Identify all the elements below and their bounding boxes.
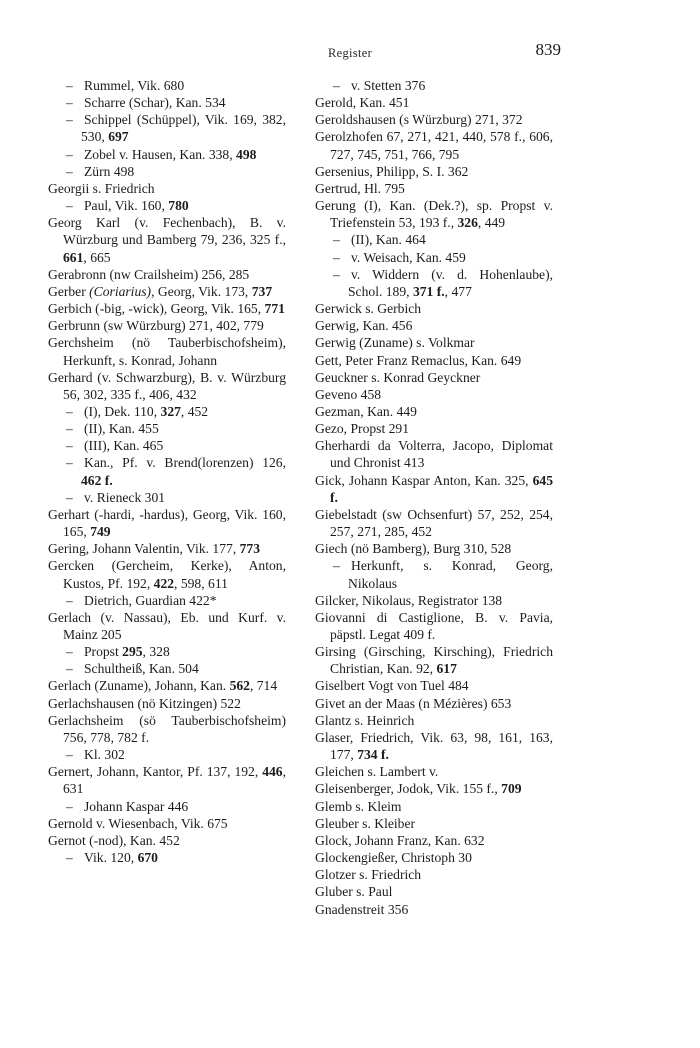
subentry-dash: – (66, 438, 73, 454)
index-entry (315, 111, 553, 128)
index-subentry (48, 111, 286, 145)
subentry-dash: – (66, 198, 73, 214)
index-subentry (315, 77, 553, 94)
entry-text: Gertrud, Hl. 795 (315, 180, 405, 196)
index-entry (315, 643, 553, 677)
subentry-dash: – (333, 558, 340, 574)
entry-text: Girsing (Girsching, Kirsching), Friedrich Christian, Kan. 92, 617 (315, 644, 553, 677)
index-entry (315, 369, 553, 386)
entry-text: Dietrich, Guardian 422* (84, 592, 217, 608)
entry-text: Gleuber s. Kleiber (315, 815, 416, 831)
entry-text: Gernot (-nod), Kan. 452 (48, 832, 180, 848)
entry-text: Gerbich (-big, -wick), Georg, Vik. 165, 771 (48, 301, 285, 317)
index-entry (315, 352, 553, 369)
entry-text: Herkunft, s. Konrad, Georg, Nikolaus (348, 558, 553, 591)
index-subentry (48, 746, 286, 763)
subentry-dash: – (66, 78, 73, 93)
index-entry (315, 197, 553, 231)
entry-text: Gezo, Propst 291 (315, 421, 410, 437)
subentry-dash: – (66, 798, 73, 814)
index-subentry (48, 592, 286, 609)
subentry-dash: – (333, 249, 340, 265)
entry-text: Gleisenberger, Jodok, Vik. 155 f., 709 (315, 781, 522, 797)
entry-text: Gerolzhofen 67, 271, 421, 440, 578 f., 606, 727, 745, 751, 766, 795 (315, 129, 553, 162)
entry-text: Gerlach (Zuname), Johann, Kan. 562, 714 (48, 678, 278, 694)
entry-text: Gering, Johann Valentin, Vik. 177, 773 (48, 541, 261, 557)
index-entry (48, 815, 286, 832)
index-entry (48, 266, 286, 283)
index-entry (315, 420, 553, 437)
entry-text: Propst 295, 328 (84, 644, 170, 660)
index-entry (48, 832, 286, 849)
entry-text: Glockengießer, Christoph 30 (315, 850, 472, 866)
subentry-dash: – (66, 163, 73, 179)
entry-text: Gick, Johann Kaspar Anton, Kan. 325, 645 f. (315, 472, 553, 505)
index-entry (48, 369, 286, 403)
entry-text: Giech (nö Bamberg), Burg 310, 528 (315, 541, 512, 557)
entry-text: Kl. 302 (84, 747, 125, 763)
index-entry (315, 763, 553, 780)
index-entry (315, 163, 553, 180)
subentry-dash: – (66, 403, 73, 419)
entry-text: Johann Kaspar 446 (84, 798, 189, 814)
entry-text: Paul, Vik. 160, 780 (84, 198, 189, 214)
index-entry (315, 334, 553, 351)
index-entry (48, 180, 286, 197)
index-subentry (48, 643, 286, 660)
entry-text: Gleichen s. Lambert v. (315, 764, 439, 780)
entry-text: Gerhard (v. Schwarzburg), B. v. Würzburg 56, 302, 335 f., 406, 432 (48, 369, 286, 402)
index-column-left (48, 77, 286, 866)
index-entry (48, 214, 286, 265)
entry-text: (II), Kan. 455 (84, 421, 159, 437)
index-subentry (315, 231, 553, 248)
index-entry (315, 300, 553, 317)
index-entry (315, 609, 553, 643)
index-entry (315, 386, 553, 403)
index-subentry (48, 454, 286, 488)
index-entry (48, 334, 286, 368)
entry-text: Gerlachshausen (nö Kitzingen) 522 (48, 695, 241, 711)
subentry-dash: – (66, 592, 73, 608)
entry-text: Gett, Peter Franz Remaclus, Kan. 649 (315, 352, 522, 368)
entry-text: Gerlach (v. Nassau), Eb. und Kurf. v. Mainz 205 (48, 609, 286, 642)
entry-text: Giebelstadt (sw Ochsenfurt) 57, 252, 254, 257, 271, 285, 452 (315, 506, 553, 540)
index-entry (48, 677, 286, 694)
entry-text: v. Stetten 376 (351, 78, 426, 93)
index-entry (315, 472, 553, 506)
index-entry (315, 849, 553, 866)
entry-text: Gerwick s. Gerbich (315, 301, 422, 317)
entry-text: Gerabronn (nw Crailsheim) 256, 285 (48, 266, 250, 282)
subentry-dash: – (66, 850, 73, 866)
index-entry (315, 677, 553, 694)
index-entry (48, 300, 286, 317)
entry-text: Zürn 498 (84, 163, 135, 179)
entry-text: Glotzer s. Friedrich (315, 867, 422, 883)
subentry-dash: – (66, 747, 73, 763)
index-entry (315, 540, 553, 557)
index-entry (315, 437, 553, 471)
index-subentry (48, 403, 286, 420)
entry-text: Gerwig, Kan. 456 (315, 318, 413, 334)
subentry-dash: – (66, 661, 73, 677)
entry-text: Gnadenstreit 356 (315, 901, 409, 917)
subentry-dash: – (66, 489, 73, 505)
index-entry (315, 128, 553, 162)
index-subentry (48, 849, 286, 866)
index-subentry (48, 94, 286, 111)
entry-text: Gerber (Coriarius), Georg, Vik. 173, 737 (48, 283, 273, 299)
subentry-dash: – (66, 644, 73, 660)
entry-text: Gluber s. Paul (315, 884, 393, 900)
entry-text: Gerbrunn (sw Würzburg) 271, 402, 779 (48, 318, 264, 334)
index-entry (315, 94, 553, 111)
index-entry (315, 883, 553, 900)
index-column-right (315, 77, 553, 918)
subentry-dash: – (66, 95, 73, 111)
entry-text: Georgii s. Friedrich (48, 180, 155, 196)
subentry-dash: – (66, 146, 73, 162)
index-entry (315, 729, 553, 763)
subentry-dash: – (66, 421, 73, 437)
index-subentry (315, 249, 553, 266)
entry-text: Gerchsheim (nö Tauberbischofsheim), Herkunft, s. Konrad, Johann (48, 335, 286, 368)
subentry-dash: – (66, 112, 73, 128)
index-entry (48, 712, 286, 746)
index-subentry (48, 489, 286, 506)
entry-text: Gilcker, Nikolaus, Registrator 138 (315, 592, 503, 608)
entry-text: Gerold, Kan. 451 (315, 95, 410, 111)
index-entry (315, 832, 553, 849)
index-entry (315, 695, 553, 712)
entry-text: Gerwig (Zuname) s. Volkmar (315, 335, 475, 351)
entry-text: v. Widdern (v. d. Hohenlaube), Schol. 189, 371 f., 477 (348, 266, 553, 299)
index-subentry (315, 557, 553, 591)
entry-text: Glaser, Friedrich, Vik. 63, 98, 161, 163, 177, 734 f. (315, 729, 553, 763)
entry-text: Gercken (Gercheim, Kerke), Anton, Kustos, Pf. 192, 422, 598, 611 (48, 558, 286, 591)
index-entry (315, 780, 553, 797)
index-subentry (48, 197, 286, 214)
entry-text: Gherhardi da Volterra, Jacopo, Diplomat und Chronist 413 (315, 438, 553, 471)
index-entry (48, 763, 286, 797)
entry-text: v. Rieneck 301 (84, 489, 166, 505)
index-entry (48, 609, 286, 643)
index-entry (48, 540, 286, 557)
entry-text: Gerlachsheim (sö Tauberbischofsheim) 756, 778, 782 f. (48, 712, 286, 745)
entry-text: Schippel (Schüppel), Vik. 169, 382, 530, 697 (81, 112, 286, 145)
index-entry (315, 317, 553, 334)
entry-text: Rummel, Vik. 680 (84, 78, 185, 93)
entry-text: Gerhart (-hardi, -hardus), Georg, Vik. 160, 165, 749 (48, 506, 286, 540)
subentry-dash: – (333, 78, 340, 93)
entry-text: Glock, Johann Franz, Kan. 632 (315, 832, 485, 848)
index-entry (315, 506, 553, 540)
entry-text: Vik. 120, 670 (84, 850, 158, 866)
entry-text: Gezman, Kan. 449 (315, 403, 417, 419)
entry-text: Glemb s. Kleim (315, 798, 402, 814)
entry-text: Georg Karl (v. Fechenbach), B. v. Würzburg und Bamberg 79, 236, 325 f., 661, 665 (48, 215, 286, 265)
index-entry (48, 506, 286, 540)
entry-text: (II), Kan. 464 (351, 232, 426, 248)
index-subentry (48, 798, 286, 815)
entry-text: Gernold v. Wiesenbach, Vik. 675 (48, 815, 228, 831)
index-entry (315, 592, 553, 609)
index-entry (48, 695, 286, 712)
entry-text: Scharre (Schar), Kan. 534 (84, 95, 226, 111)
entry-text: (III), Kan. 465 (84, 438, 164, 454)
index-entry (315, 798, 553, 815)
index-entry (315, 815, 553, 832)
index-entry (315, 901, 553, 918)
entry-text: Kan., Pf. v. Brend(lorenzen) 126, 462 f. (81, 455, 286, 488)
index-entry (315, 403, 553, 420)
page-number: 839 (535, 40, 561, 59)
index-entry (48, 557, 286, 591)
entry-text: Gerung (I), Kan. (Dek.?), sp. Propst v. Triefenstein 53, 193 f., 326, 449 (315, 198, 553, 231)
entry-text: v. Weisach, Kan. 459 (351, 249, 466, 265)
entry-text: Geuckner s. Konrad Geyckner (315, 369, 481, 385)
index-entry (315, 180, 553, 197)
index-entry (48, 283, 286, 300)
entry-text: Givet an der Maas (n Mézières) 653 (315, 695, 512, 711)
index-subentry (48, 77, 286, 94)
index-entry (315, 712, 553, 729)
entry-text: Gernert, Johann, Kantor, Pf. 137, 192, 446, 631 (48, 764, 286, 797)
entry-text: Schultheiß, Kan. 504 (84, 661, 199, 677)
entry-text: (I), Dek. 110, 327, 452 (84, 403, 209, 419)
index-subentry (48, 437, 286, 454)
subentry-dash: – (333, 232, 340, 248)
index-entry (48, 317, 286, 334)
index-subentry (48, 420, 286, 437)
subentry-dash: – (66, 455, 73, 471)
entry-text: Giovanni di Castiglione, B. v. Pavia, päpstl. Legat 409 f. (315, 609, 553, 642)
index-subentry (315, 266, 553, 300)
entry-text: Giselbert Vogt von Tuel 484 (315, 678, 469, 694)
entry-text: Geroldshausen (s Würzburg) 271, 372 (315, 112, 523, 128)
entry-text: Gersenius, Philipp, S. I. 362 (315, 163, 469, 179)
entry-text: Zobel v. Hausen, Kan. 338, 498 (84, 146, 257, 162)
running-head: Register (327, 46, 373, 60)
index-subentry (48, 146, 286, 163)
index-entry (315, 866, 553, 883)
index-subentry (48, 660, 286, 677)
entry-text: Geveno 458 (315, 386, 382, 402)
entry-text: Glantz s. Heinrich (315, 712, 415, 728)
index-subentry (48, 163, 286, 180)
subentry-dash: – (333, 266, 340, 282)
